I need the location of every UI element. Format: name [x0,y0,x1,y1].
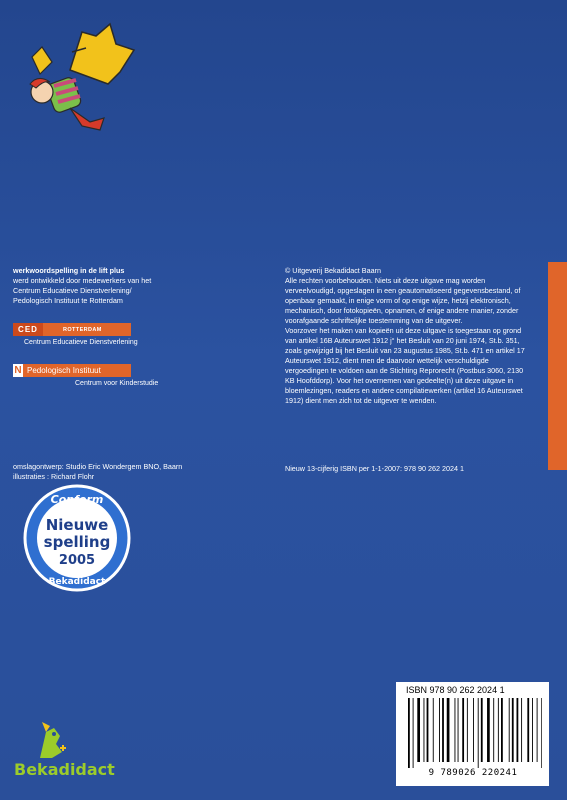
ced-city: ROTTERDAM [63,326,102,333]
barcode-bar [433,698,434,762]
barcode-bar [439,698,440,762]
ced-mark: CED [13,323,43,336]
bekadidact-figure-icon [32,718,72,760]
barcode-bar [498,698,499,762]
barcode-bar [424,698,425,762]
pedologisch-instituut-logo [13,364,213,387]
book-title: werkwoordspelling in de lift plus [13,266,125,275]
barcode-bar [527,698,529,762]
barcode-bar [462,698,464,762]
barcode-bar [517,698,519,762]
reprorecht-paragraph: Voorzover het maken van kopieën uit deze uitgave is toegestaan op grond van artikel 16B Auteurswet 1912 j° het Besluit van 20 juni 1974, St.b. 351, zoals gewijzigd bij het Besluit van 23 augustus 1985, St.b. 471 en artikel 17 Auteurswet 1912, dient men de daarvoor wettelijk verschuldigde vergoedingen te voldoen aan de Stichting Reprorecht (Postbus 3060, 2130 KB Hoofddorp). Voor het overnemen van gedeelte(n) uit deze uitgave in bloemlezingen, readers en andere compilatiewerken (artikel 16 Auteurswet 1912) dient men zich tot de uitgever te wenden. [285,326,525,405]
cover-design-credit: omslagontwerp: Studio Eric Wondergem BNO, Baarn [13,462,183,471]
stamp-bottom-text: Bekadidact [48,577,106,587]
barcode-bar [473,698,474,762]
pi-mark-icon: N [14,365,22,376]
bekadidact-logo [14,718,144,790]
spelling-stamp [22,483,132,593]
barcode-icon [406,698,542,768]
barcode-bar [512,698,514,762]
pi-name: Pedologisch Instituut [27,366,101,375]
stamp-line-2: spelling [43,533,111,551]
credits-left-column [13,266,258,306]
developer-line-1: werd ontwikkeld door medewerkers van het [13,276,152,285]
isbn-note: Nieuw 13-cijferig ISBN per 1-1-2007: 978 90 262 2024 1 [285,464,464,473]
illustration-credit: illustraties : Richard Flohr [13,472,95,481]
pi-subtitle: Centrum voor Kinderstudie [75,380,159,387]
barcode-bar [487,698,490,762]
copyright-column [285,266,525,406]
barcode-bar [537,698,538,762]
barcode-bar [447,698,450,762]
barcode-digits: 9 789026 220241 [428,768,518,778]
copyright-line: © Uitgeverij Bekadidact Baarn [285,266,381,275]
orange-edge-tab [548,262,567,470]
barcode-bar [501,698,503,762]
ced-logo [13,323,213,346]
flying-character-illustration [12,22,142,152]
stamp-line-1: Nieuwe [45,516,109,534]
barcode-bar [442,698,444,762]
barcode-bar [413,698,414,768]
barcode-bar [509,698,510,762]
design-credits [13,462,182,482]
barcode-bar [455,698,456,762]
ced-subtitle: Centrum Educatieve Dienstverlening [24,339,138,346]
barcode-bar [532,698,533,762]
barcode-isbn-label: ISBN 978 90 262 2024 1 [406,685,505,695]
barcode-box [396,682,549,786]
developer-line-2: Centrum Educatieve Dienstverlening/ [13,286,132,295]
developer-line-3: Pedologisch Instituut te Rotterdam [13,296,123,305]
barcode-bar [467,698,468,762]
rights-paragraph: Alle rechten voorbehouden. Niets uit deze uitgave mag worden verveelvoudigd, opgeslagen in een geautomatiseerd gegevensbestand, of openbaar gemaakt, in enige vorm of op enige wijze, hetzij elektronisch, mechanisch, door fotokopieën, opnamen, of enige andere manier, zonder voorafgaande schriftelijke toestemming van de uitgever. [285,276,521,325]
barcode-bar [458,698,459,762]
bekadidact-wordmark: Bekadidact [14,760,115,779]
pi-logo-bar [13,364,131,377]
stamp-line-3: 2005 [58,553,96,568]
ced-logo-bar [13,323,131,336]
barcode-bar [481,698,483,762]
barcode-bar [493,698,494,762]
barcode-bar [478,698,479,768]
barcode-bar [408,698,410,768]
stamp-top-text: Conform [50,493,104,506]
barcode-bar [417,698,420,762]
barcode-bar [521,698,522,762]
barcode-bar [541,698,542,768]
barcode-bar [427,698,429,762]
